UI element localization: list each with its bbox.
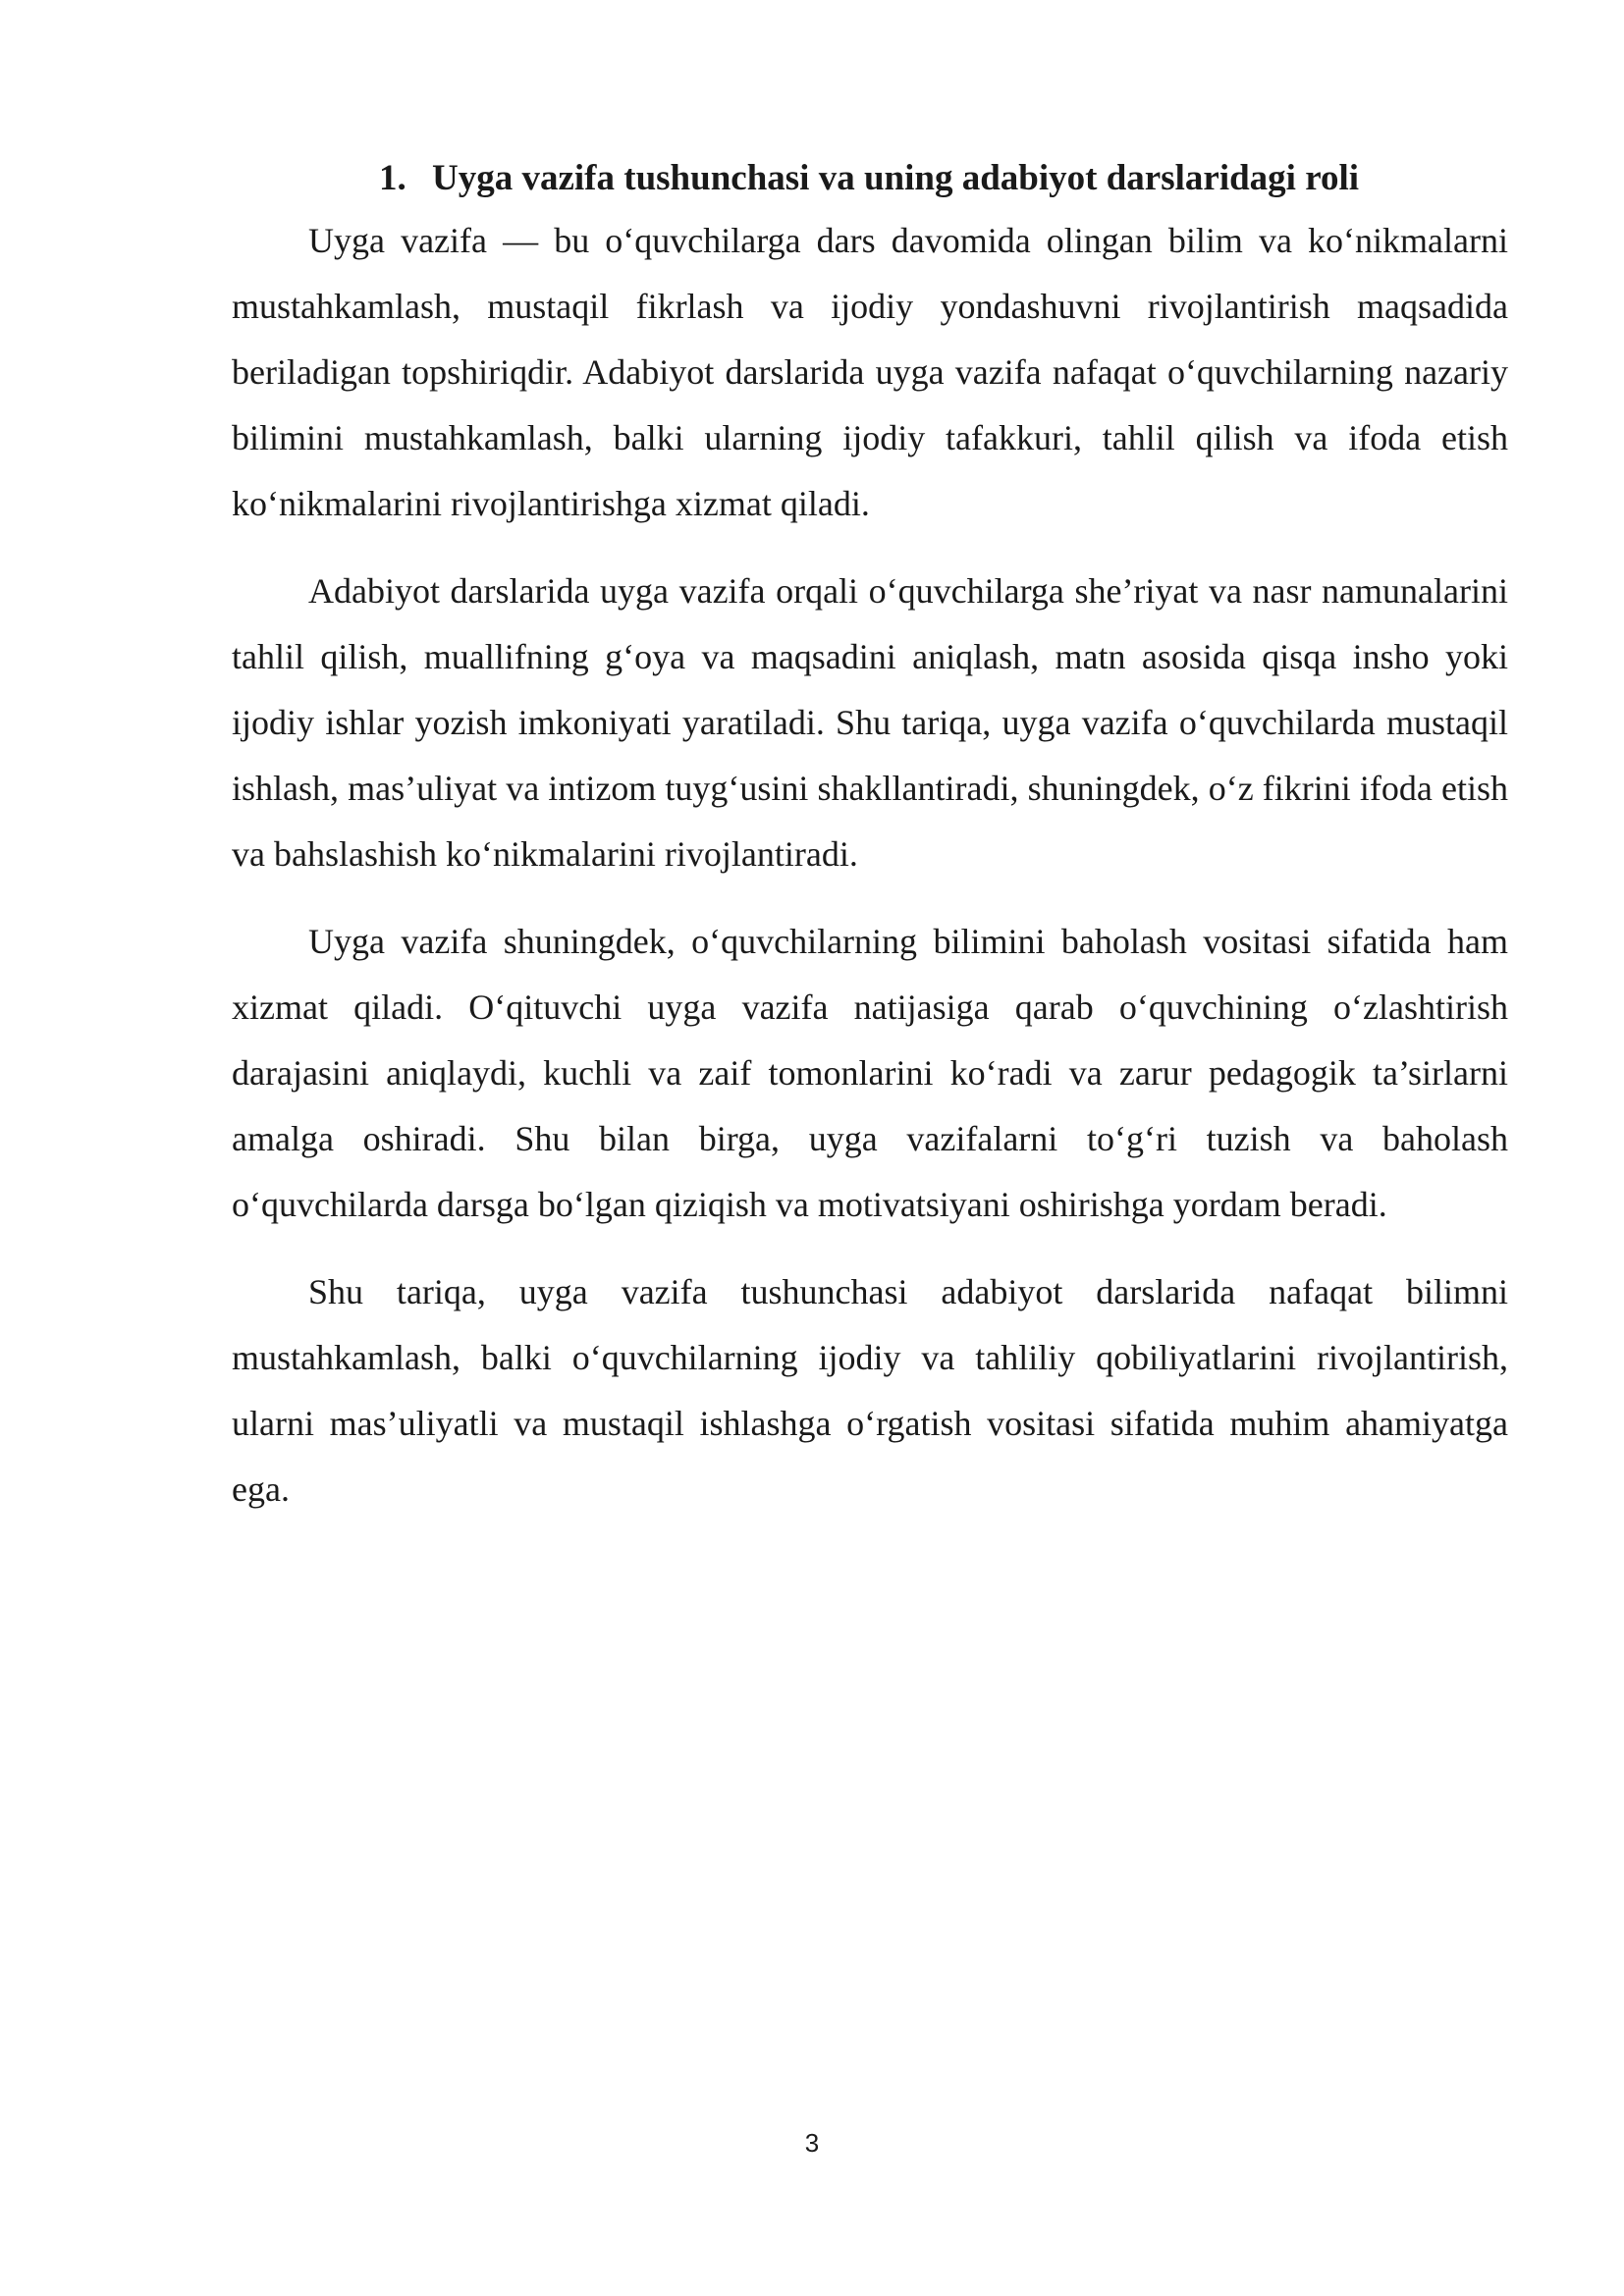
paragraph: Uyga vazifa shuningdek, o‘quvchilarning bilimini baholash vositasi sifatida ham xizmat qiladi. O‘qituvchi uyga vazifa natijasiga qarab o‘quvchining o‘zlashtirish darajasini aniqlaydi, kuchli va zaif tomonlarini ko‘radi va zarur pedagogik ta’sirlarni amalga oshiradi. Shu bilan birga, uyga vazifalarni to‘g‘ri tuzish va baholash o‘quvchilarda darsga bo‘lgan qiziqish va motivatsiyani oshirishga yordam beradi. <box>232 922 1508 1224</box>
paragraph: Uyga vazifa — bu o‘quvchilarga dars davomida olingan bilim va ko‘nikmalarni mustahkamlash, mustaqil fikrlash va ijodiy yondashuvni rivojlantirish maqsadida beriladigan topshiriqdir. Adabiyot darslarida uyga vazifa nafaqat o‘quvchilarning nazariy bilimini mustahkamlash, balki ularning ijodiy tafakkuri, tahlil qilish va ifoda etish ko‘nikmalarini rivojlantirishga xizmat qiladi. <box>232 221 1508 523</box>
page-number: 3 <box>804 2128 820 2158</box>
paragraph: Adabiyot darslarida uyga vazifa orqali o‘quvchilarga she’riyat va nasr namunalarini tahlil qilish, muallifning g‘oya va maqsadini aniqlash, matn asosida qisqa insho yoki ijodiy ishlar yozish imkoniyati yaratiladi. Shu tariqa, uyga vazifa o‘quvchilarda mustaqil ishlash, mas’uliyat va intizom tuyg‘usini shakllantiradi, shuningdek, o‘z fikrini ifoda etish va bahslashish ko‘nikmalarini rivojlantiradi. <box>232 571 1508 874</box>
section-title: Uyga vazifa tushunchasi va uning adabiyot darslaridagi roli <box>432 158 1360 198</box>
section-heading <box>232 149 1508 208</box>
section-number: 1. <box>379 158 406 198</box>
paragraph: Shu tariqa, uyga vazifa tushunchasi adabiyot darslarida nafaqat bilimni mustahkamlash, balki o‘quvchilarning ijodiy va tahliliy qobiliyatlarini rivojlantirish, ularni mas’uliyatli va mustaqil ishlashga o‘rgatish vositasi sifatida muhim ahamiyatga ega. <box>232 1272 1508 1509</box>
page-content <box>232 149 1508 1522</box>
